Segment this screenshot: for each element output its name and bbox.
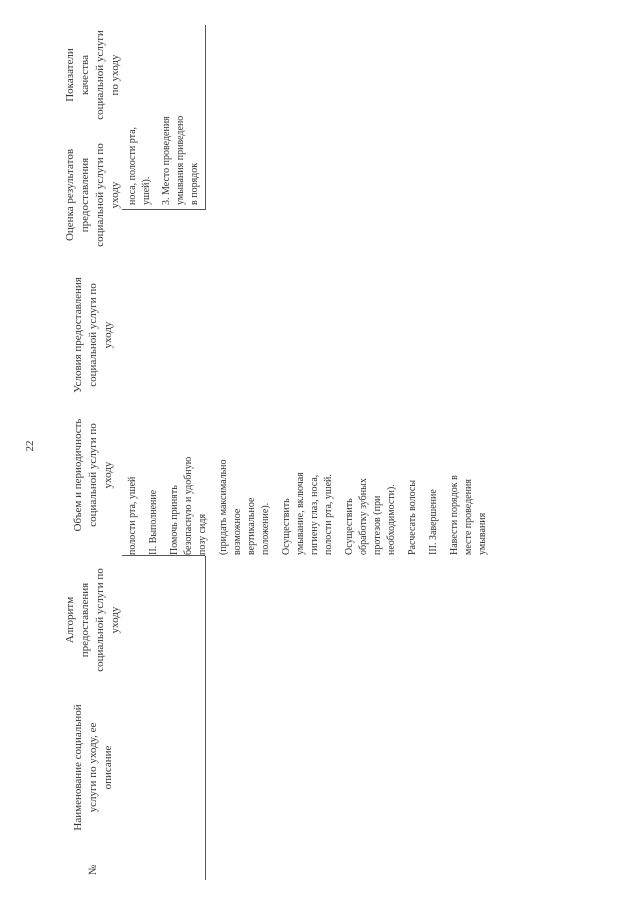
algorithm-line: Навести порядок в месте проведения умывания — [449, 475, 488, 555]
algorithm-cell — [126, 455, 497, 555]
header-algorithm: Алгоритм предоставления социальной услуги по уходу — [64, 568, 121, 672]
algorithm-line: III. Завершение — [428, 489, 439, 555]
header-evaluation: Оценка результатов предоставления социальной услуги по уходу — [64, 143, 121, 247]
algorithm-line: полости рта, ушей — [127, 476, 138, 555]
algorithm-line: II. Выполнение — [148, 489, 159, 555]
algorithm-line: Расчесать волосы — [407, 479, 418, 555]
header-volume: Объем и периодичность социальной услуги по уходу — [71, 418, 114, 532]
algorithm-line: Осуществить обработку зубных протезов (при необходимости). — [344, 478, 397, 555]
algorithm-line: Помочь принять безопасную и удобную позу сидя — [169, 456, 208, 555]
algorithm-line: (придать максимально возможное вертикальное положение). — [218, 459, 271, 555]
evaluation-line: 3. Место проведения умывания приведено в порядок — [161, 115, 200, 205]
evaluation-line: носа, полости рта, ушей). — [127, 126, 152, 205]
header-quality: Показатели качества социальной услуги по уходу — [64, 30, 121, 120]
column-divider — [122, 555, 205, 556]
header-number: № — [86, 864, 99, 876]
page-number: 22 — [24, 440, 36, 452]
table-rotated-container — [60, 25, 488, 880]
column-divider — [122, 209, 205, 210]
algorithm-line: Осуществить умывание, включая гигиену глаз, носа, полости рта, ушей. — [281, 472, 334, 555]
header-conditions: Условия предоставления социальной услуги по уходу — [71, 277, 114, 393]
table-bottom-border — [205, 556, 206, 880]
service-table — [60, 25, 488, 880]
evaluation-cell — [126, 110, 208, 205]
header-service-name: Наименование социальной услуги по уходу, ее описание — [71, 704, 114, 831]
